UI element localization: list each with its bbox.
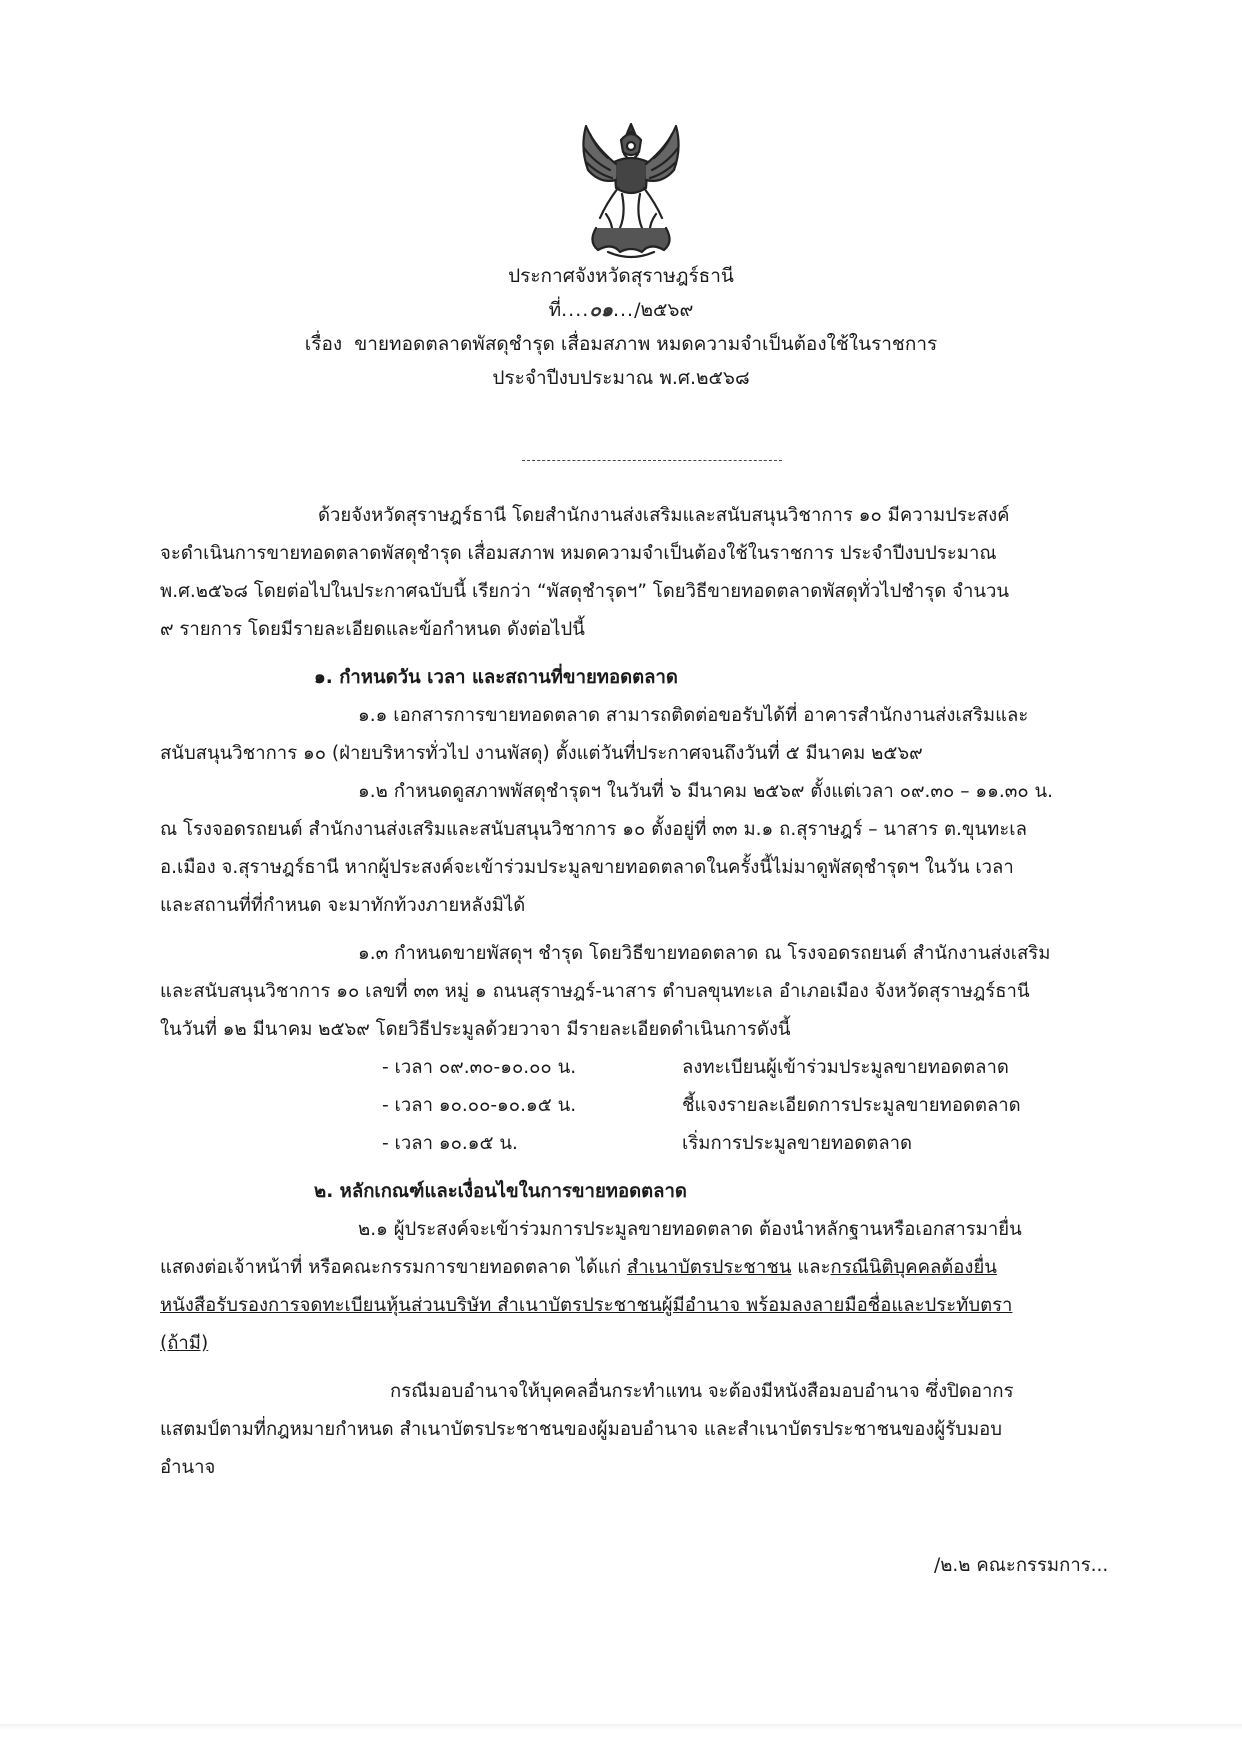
p12-line-3: อ.เมือง จ.สุราษฎร์ธานี หากผู้ประสงค์จะเข้าร่วมประมูลขายทอดตลาดในครั้งนี้ไม่มาดูพัสดุชำรุดฯ ในวัน เวลา	[160, 857, 1014, 878]
p21-underline-juristic: กรณีนิติบุคคลต้องยื่น	[830, 1257, 997, 1278]
subject-text: ขายทอดตลาดพัสดุชำรุด เสื่อมสภาพ หมดความจำเป็นต้องใช้ในราชการ	[354, 333, 938, 355]
p12-line-1: ๑.๒ กำหนดดูสภาพพัสดุชำรุดฯ ในวันที่ ๖ มีนาคม ๒๕๖๙ ตั้งแต่เวลา ๐๙.๓๐ – ๑๑.๓๐ น.	[358, 781, 1054, 802]
p21-line-1: ๒.๑ ผู้ประสงค์จะเข้าร่วมการประมูลขายทอดตลาด ต้องนำหลักฐานหรือเอกสารมายื่น	[358, 1219, 1022, 1240]
section-2-heading: ๒. หลักเกณฑ์และเงื่อนไขในการขายทอดตลาด	[314, 1181, 687, 1202]
p12-line-4: และสถานที่ที่กำหนด จะมาทักท้วงภายหลังมิได้	[160, 895, 526, 916]
intro-line-3: พ.ศ.๒๕๖๘ โดยต่อไปในประกาศฉบับนี้ เรียกว่า “พัสดุชำรุดฯ” โดยวิธีขายทอดตลาดพัสดุทั่วไปชำรุด จำนวน	[160, 581, 1010, 602]
p21-line-4: (ถ้ามี)	[160, 1333, 209, 1354]
intro-line-4: ๙ รายการ โดยมีรายละเอียดและข้อกำหนด ดังต่อไปนี้	[160, 619, 585, 640]
schedule-desc-2: ชี้แจงรายละเอียดการประมูลขายทอดตลาด	[682, 1095, 1021, 1116]
schedule-time-1: - เวลา ๐๙.๓๐-๑๐.๐๐ น.	[382, 1057, 577, 1078]
proxy-line-2: แสตมป์ตามที่กฎหมายกำหนด สำเนาบัตรประชาชนของผู้มอบอำนาจ และสำเนาบัตรประชาชนของผู้รับมอบ	[160, 1419, 1003, 1440]
garuda-emblem-icon	[566, 118, 696, 263]
p13-line-1: ๑.๓ กำหนดขายพัสดุฯ ชำรุด โดยวิธีขายทอดตลาด ณ โรงจอดรถยนต์ สำนักงานส่งเสริม	[358, 943, 1051, 964]
number-year: /๒๕๖๙	[634, 299, 694, 321]
intro-line-1: ด้วยจังหวัดสุราษฎร์ธานี โดยสำนักงานส่งเสริมและสนับสนุนวิชาการ ๑๐ มีความประสงค์	[318, 505, 1010, 526]
p21-line-3: หนังสือรับรองการจดทะเบียนหุ้นส่วนบริษัท สำเนาบัตรประชาชนผู้มีอำนาจ พร้อมลงลายมือชื่อและประทับตรา	[160, 1295, 1013, 1316]
p21-line-2	[160, 1254, 997, 1282]
intro-line-2: จะดำเนินการขายทอดตลาดพัสดุชำรุด เสื่อมสภาพ หมดความจำเป็นต้องใช้ในราชการ ประจำปีงบประมาณ	[160, 543, 997, 564]
announcement-title: ประกาศจังหวัดสุราษฎร์ธานี	[508, 265, 734, 287]
p11-line-1: ๑.๑ เอกสารการขายทอดตลาด สามารถติดต่อขอรับได้ที่ อาคารสำนักงานส่งเสริมและ	[358, 705, 1029, 726]
schedule-time-3: - เวลา ๑๐.๑๕ น.	[382, 1133, 518, 1154]
announcement-number: ที่....๐๑.../๒๕๖๙	[548, 299, 694, 321]
proxy-line-3: อำนาจ	[160, 1457, 216, 1478]
schedule-desc-3: เริ่มการประมูลขายทอดตลาด	[682, 1133, 913, 1154]
proxy-line-1: กรณีมอบอำนาจให้บุคคลอื่นกระทำแทน จะต้องมีหนังสือมอบอำนาจ ซึ่งปิดอากร	[390, 1381, 1014, 1402]
header-separator	[522, 460, 782, 461]
subject-label: เรื่อง	[304, 333, 343, 355]
p12-line-2: ณ โรงจอดรถยนต์ สำนักงานส่งเสริมและสนับสนุนวิชาการ ๑๐ ตั้งอยู่ที่ ๓๓ ม.๑ ถ.สุราษฎร์ – นาสาร ต.ขุนทะเล	[160, 819, 1027, 840]
subject-line-2: ประจำปีงบประมาณ พ.ศ.๒๕๖๘	[492, 367, 750, 389]
p21-line-2-text-1: แสดงต่อเจ้าหน้าที่ หรือคณะกรรมการขายทอดตลาด ได้แก่	[160, 1257, 627, 1278]
p13-line-2: และสนับสนุนวิชาการ ๑๐ เลขที่ ๓๓ หมู่ ๑ ถนนสุราษฎร์-นาสาร ตำบลขุนทะเล อำเภอเมือง จังหวัดสุราษฎร์ธานี	[160, 981, 1030, 1002]
subject-line-1	[0, 330, 1242, 358]
p21-underline-id-copy: สำเนาบัตรประชาชน	[626, 1257, 792, 1278]
section-1-heading: ๑. กำหนดวัน เวลา และสถานที่ขายทอดตลาด	[314, 667, 678, 688]
scan-edge	[0, 1724, 1242, 1730]
p13-line-3: ในวันที่ ๑๒ มีนาคม ๒๕๖๙ โดยวิธีประมูลด้วยวาจา มีรายละเอียดดำเนินการดังนี้	[160, 1019, 791, 1040]
continuation-marker: /๒.๒ คณะกรรมการ...	[934, 1555, 1109, 1576]
p11-line-2: สนับสนุนวิชาการ ๑๐ (ฝ่ายบริหารทั่วไป งานพัสดุ) ตั้งแต่วันที่ประกาศจนถึงวันที่ ๕ มีนาคม ๒๕๖๙	[160, 743, 923, 764]
schedule-time-2: - เวลา ๑๐.๐๐-๑๐.๑๕ น.	[382, 1095, 577, 1116]
p21-line-2-text-2: และ	[791, 1257, 831, 1278]
number-handwritten: ๐๑	[589, 299, 613, 321]
schedule-desc-1: ลงทะเบียนผู้เข้าร่วมประมูลขายทอดตลาด	[682, 1057, 1009, 1078]
number-prefix: ที่	[548, 299, 562, 321]
